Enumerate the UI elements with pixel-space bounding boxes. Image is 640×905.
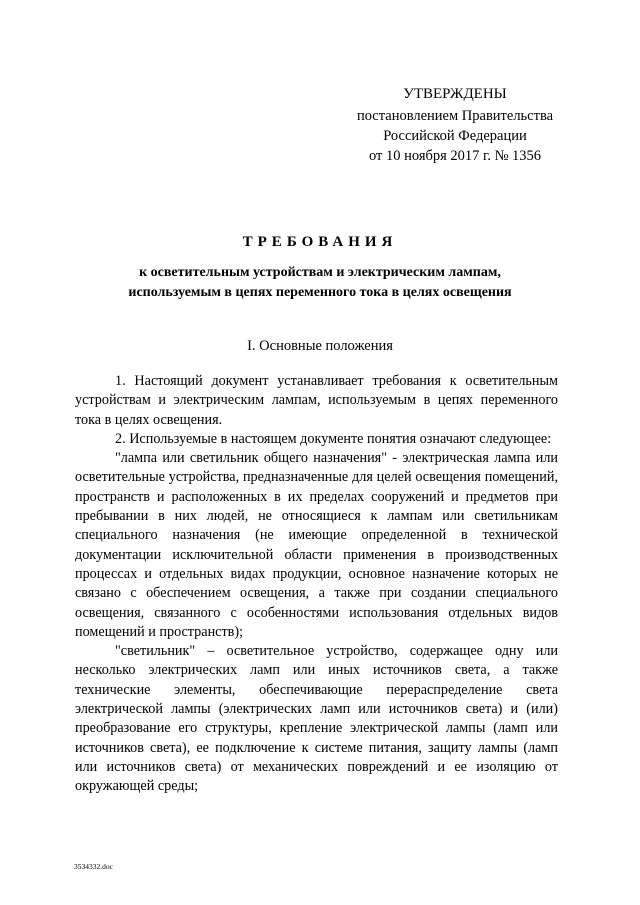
- approval-line-3: от 10 ноября 2017 г. № 1356: [368, 148, 542, 164]
- approval-line-2: Российской Федерации: [383, 128, 527, 144]
- approval-block: [330, 84, 580, 166]
- document-title: ТРЕБОВАНИЯ: [242, 234, 398, 250]
- document-title-block: [70, 234, 570, 303]
- section-title: I. Основные положения: [247, 338, 393, 354]
- approval-heading: УТВЕРЖДЕНЫ: [403, 86, 507, 102]
- paragraph-3: "лампа или светильник общего назначения" - электрическая лампа или осветительные устройства, предназначенные для целей освещения помещений, пространств и расположенных в их пределах сооружений и предметов при пребывании в них людей, не относящиеся к лампам или светильникам специального назначения (не имеющие определенной в технической документации исключительной области применения в производственных процессах и отдельных видах продукции, основное назначение которых не связано с обеспечением освещения, а также при создании специального освещения, связанного с особенностями использования отдельных видов помещений и пространств);: [75, 450, 558, 640]
- paragraph-2: 2. Используемые в настоящем документе понятия означают следующее:: [115, 430, 552, 447]
- footer-doc-id: 3534332.doc: [74, 862, 113, 871]
- document-subtitle-line-2: используемым в цепях переменного тока в целях освещения: [128, 285, 512, 300]
- paragraph-4: "светильник" – осветительное устройство, содержащее одну или несколько электрических ламп или иных источников света, а также технические элементы, обеспечивающие перераспределение света электрической лампы (электрических ламп или источников света) и (или) преобразование его структуры, крепление электрической лампы (ламп или источников света), ее подключение к системе питания, защиту лампы (ламп или источников света) от механических повреждений и ее изоляцию от окружающей среды;: [75, 643, 558, 795]
- document-subtitle-line-1: к осветительным устройствам и электрическим лампам,: [139, 265, 501, 280]
- document-body: [75, 372, 558, 797]
- approval-line-1: постановлением Правительства: [356, 108, 554, 124]
- paragraph-1: 1. Настоящий документ устанавливает требования к осветительным устройствам и электрическим лампам, используемым в цепях переменного тока в целях освещения.: [75, 373, 558, 428]
